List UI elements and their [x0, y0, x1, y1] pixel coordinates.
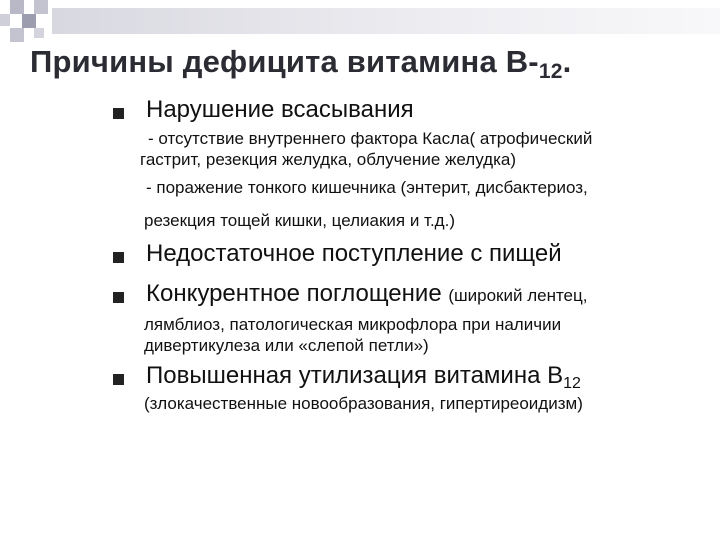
item-heading: Повышенная утилизация витамина В: [146, 362, 564, 389]
title-main: Причины дефицита витамина В-: [30, 44, 539, 79]
item-heading-note: (широкий лентец,: [448, 286, 588, 305]
bullet-square: [113, 292, 124, 303]
title-suffix: .: [562, 44, 572, 79]
item-heading: Нарушение всасывания: [146, 96, 414, 123]
slide-title: [30, 44, 572, 83]
header-gradient-bar: [52, 8, 720, 34]
bullet-square: [113, 374, 124, 385]
item-detail: (злокачественные новообразования, гипертиреоидизм): [144, 394, 583, 413]
item-heading-line: [146, 280, 587, 308]
item-detail: гастрит, резекция желудка, облучение желудка): [140, 150, 516, 169]
item-detail: дивертикулеза или «слепой петли»): [144, 336, 429, 355]
bullet-square: [113, 252, 124, 263]
item-heading-subscript: 12: [563, 375, 581, 392]
item-detail: - поражение тонкого кишечника (энтерит, дисбактериоз,: [146, 178, 588, 197]
bullet-square: [113, 108, 124, 119]
item-detail: лямблиоз, патологическая микрофлора при наличии: [144, 315, 562, 334]
item-detail: - отсутствие внутреннего фактора Касла( атрофический: [148, 129, 593, 148]
item-heading-line: [146, 362, 581, 393]
item-detail: резекция тощей кишки, целиакия и т.д.): [144, 211, 455, 230]
title-subscript: 12: [538, 60, 563, 83]
item-heading: Недостаточное поступление с пищей: [146, 240, 562, 267]
item-heading: Конкурентное поглощение: [146, 280, 442, 307]
